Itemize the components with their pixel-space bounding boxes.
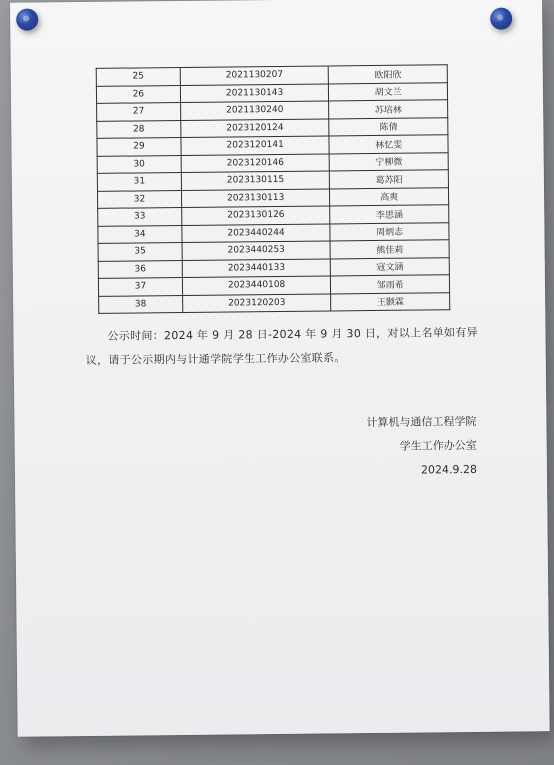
student-name: 王颢霖 — [331, 292, 450, 311]
student-name: 林忆雯 — [329, 135, 448, 154]
row-number: 32 — [97, 190, 181, 208]
row-number: 37 — [98, 277, 182, 295]
row-number: 36 — [98, 260, 182, 278]
student-id: 2021130143 — [180, 83, 329, 102]
student-id: 2023130113 — [181, 188, 330, 207]
row-number: 35 — [98, 242, 182, 260]
student-name: 寇文涵 — [331, 257, 450, 276]
row-number: 33 — [98, 208, 182, 226]
row-number: 27 — [97, 103, 181, 121]
student-name: 胡文兰 — [329, 82, 448, 101]
student-name: 周炳志 — [330, 222, 449, 241]
notice-line-1: 公示时间：2024 年 9 月 28 日-2024 年 9 月 30 日，对以上名单如有异 — [107, 325, 478, 343]
notice-text — [85, 321, 490, 373]
row-number: 38 — [99, 295, 183, 313]
student-name: 苏培林 — [329, 100, 448, 119]
signature-org: 计算机与通信工程学院 — [366, 414, 477, 430]
pushpin-icon — [490, 8, 512, 30]
row-number: 31 — [97, 173, 181, 191]
student-name: 高爽 — [330, 187, 449, 206]
signature-date: 2024.9.28 — [420, 462, 477, 477]
student-id: 2023440244 — [182, 223, 331, 242]
row-number: 34 — [98, 225, 182, 243]
row-number: 28 — [97, 120, 181, 138]
student-id: 2023120141 — [181, 136, 330, 155]
student-name: 李思涵 — [330, 205, 449, 224]
student-id: 2023120146 — [181, 153, 330, 172]
student-list-body — [96, 65, 450, 314]
student-id: 2023130115 — [181, 171, 330, 190]
student-id: 2023440133 — [182, 258, 331, 277]
student-id: 2023440108 — [182, 276, 331, 295]
student-id: 2021130207 — [180, 66, 329, 85]
student-name: 葛苏阳 — [330, 170, 449, 189]
student-name: 熊佳莉 — [330, 240, 449, 259]
student-list-table — [96, 64, 451, 314]
notice-paper — [10, 0, 550, 737]
student-id: 2023120203 — [182, 293, 331, 312]
student-name: 陈倩 — [329, 117, 448, 136]
signature-office: 学生工作办公室 — [399, 438, 477, 453]
notice-line-2: 议，请于公示期内与计通学院学生工作办公室联系。 — [85, 351, 346, 368]
row-number: 26 — [96, 85, 180, 103]
row-number: 30 — [97, 155, 181, 173]
student-id: 2021130240 — [180, 101, 329, 120]
student-id: 2023130126 — [182, 206, 331, 225]
row-number: 29 — [97, 138, 181, 156]
pushpin-icon — [16, 8, 38, 30]
row-number: 25 — [96, 68, 180, 86]
table-row — [99, 292, 450, 313]
student-name: 宁柳微 — [330, 152, 449, 171]
student-name: 欧阳欣 — [329, 65, 448, 84]
student-id: 2023440253 — [182, 241, 331, 260]
student-name: 邹雨希 — [331, 275, 450, 294]
student-id: 2023120124 — [181, 118, 330, 137]
signature-block — [306, 410, 477, 484]
